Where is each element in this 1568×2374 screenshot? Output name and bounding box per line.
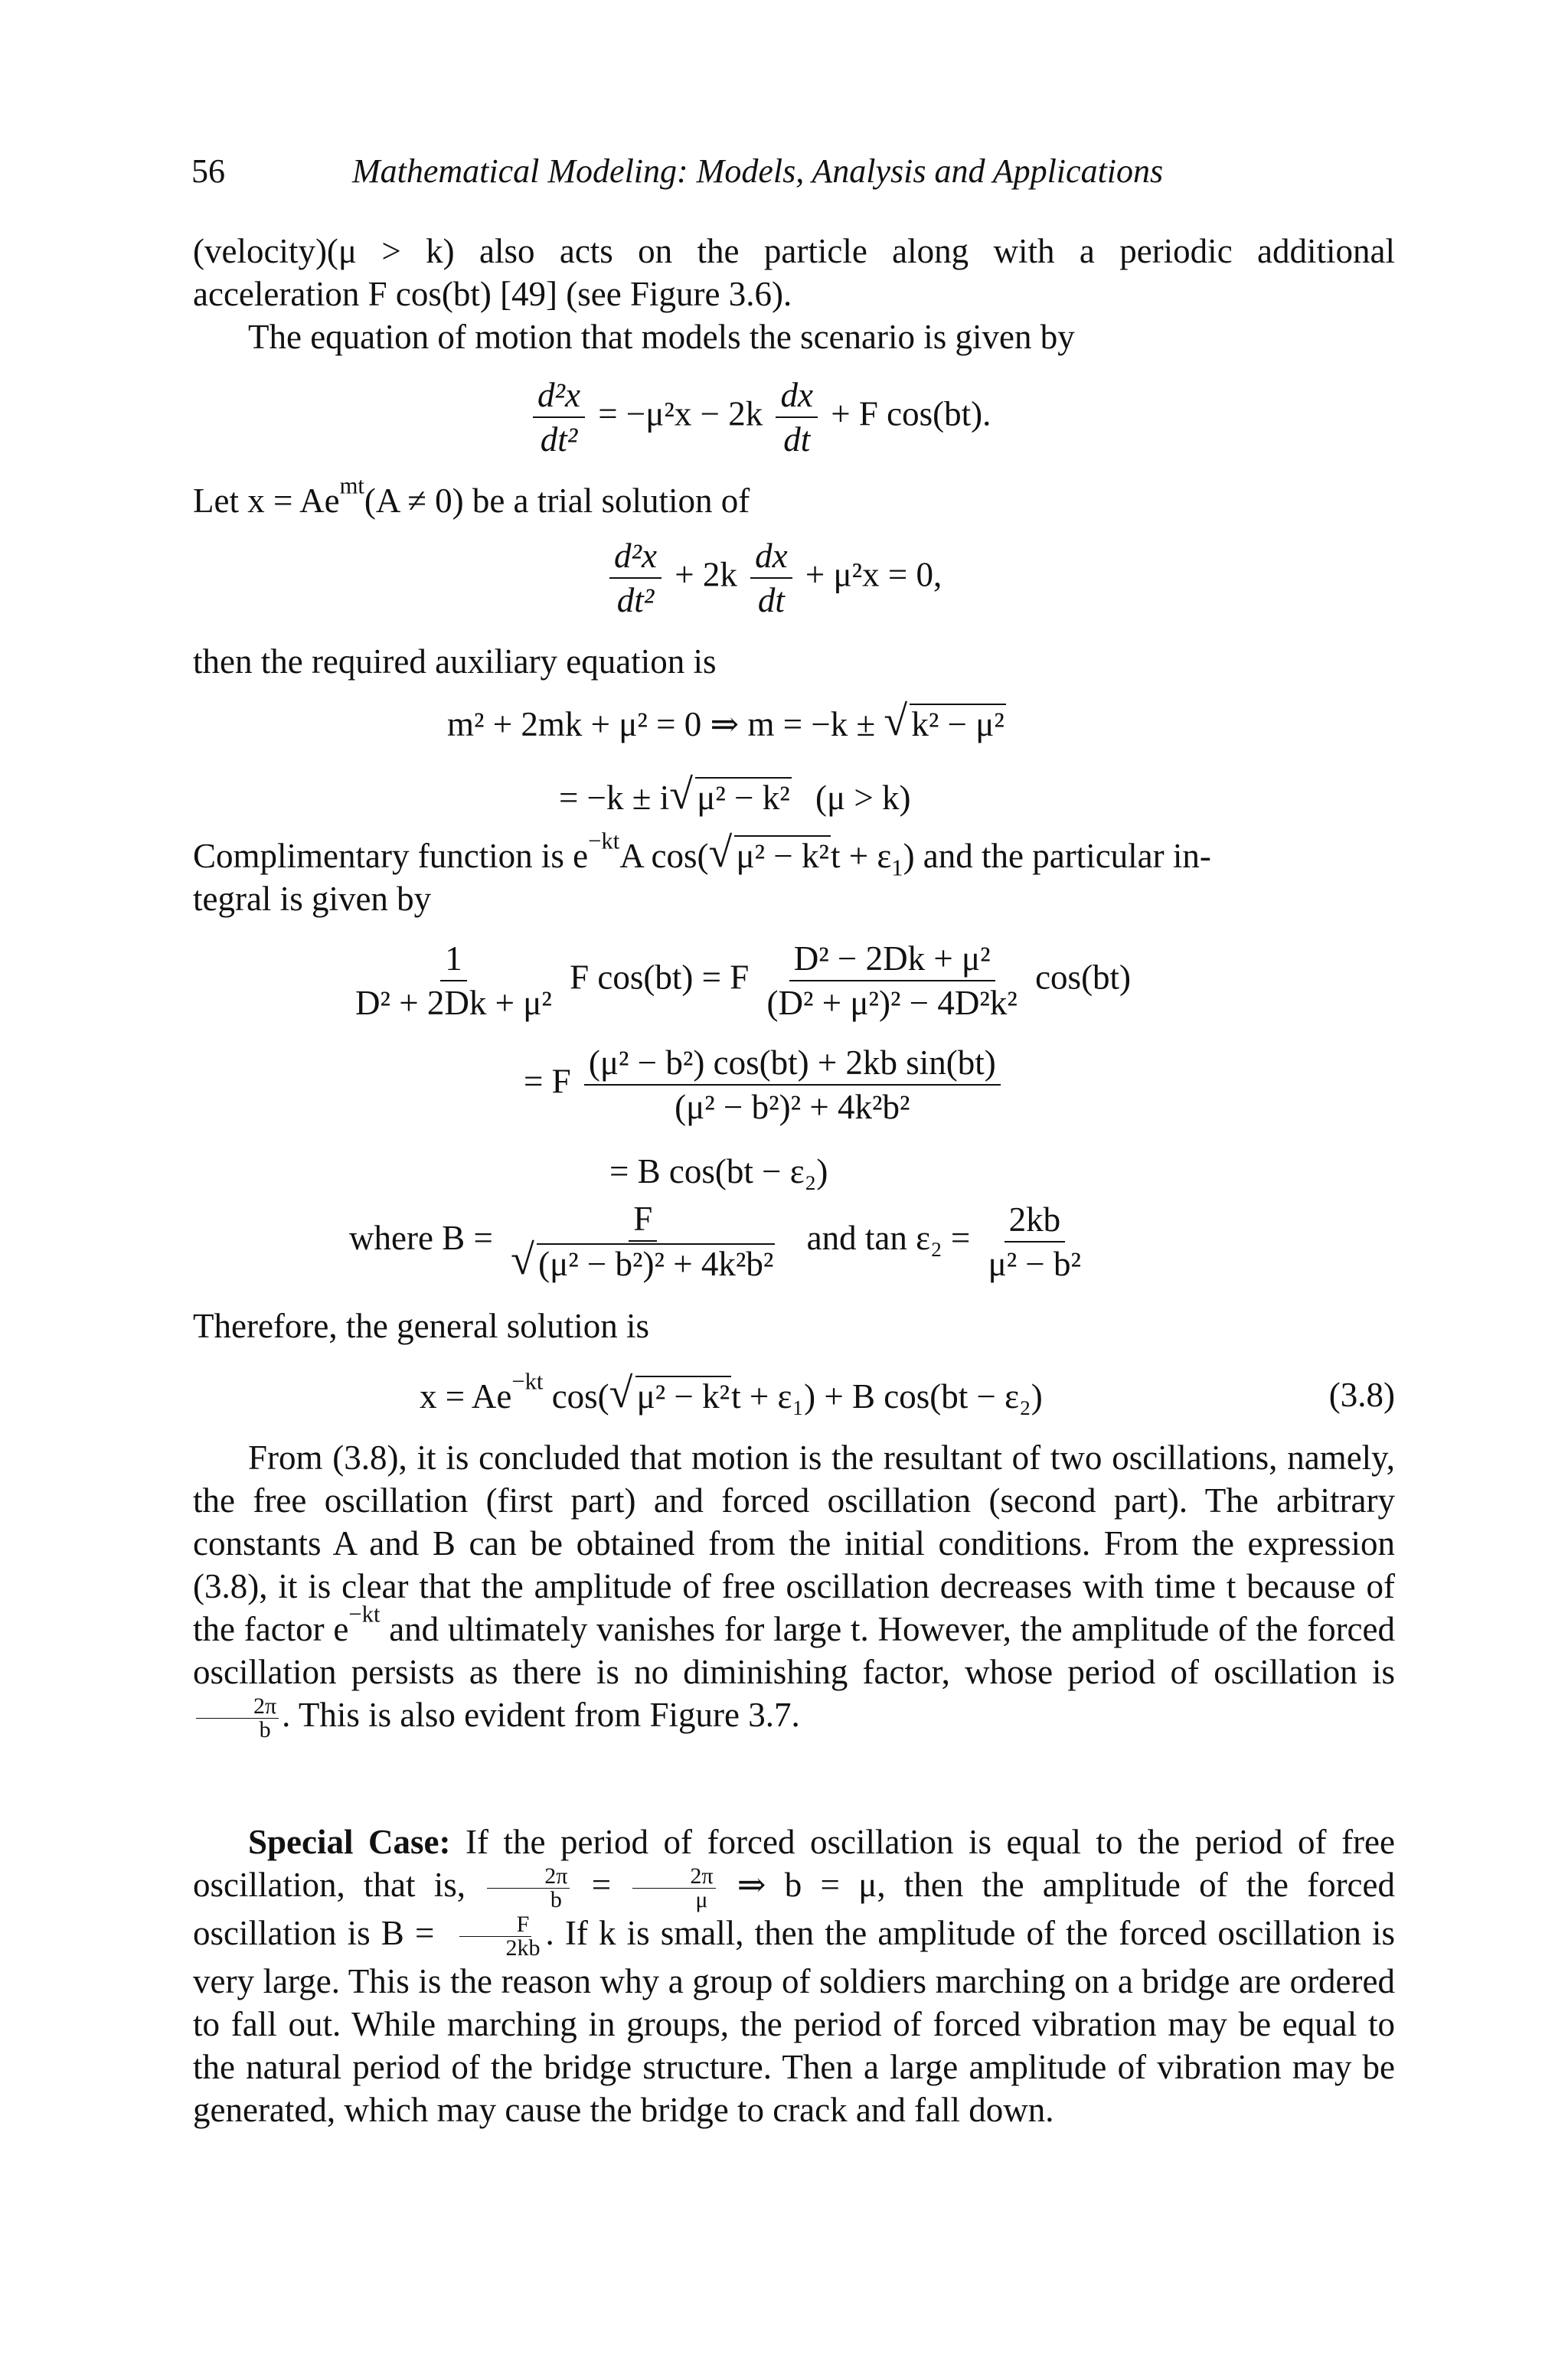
equation-number: (3.8) [1328, 1376, 1395, 1414]
paragraph-line: Let $x = Ae^{mt}(A \ne 0)$ be a trial solution of [193, 472, 750, 520]
square-root: √ (μ² − b²)² + 4k²b² [511, 1243, 775, 1284]
paragraph-discussion: From (3.8), it is concluded that motion is the resultant of two oscillations, namely, the free oscillation (first part) and forced oscillation (second part). The arbitrary constants A and B can be obtained from the initial conditions. From the expression (3.8), it is clear that the amplitude of free oscillation decreases with time t because of the factor $e^{-kt}$ and ultimately vanishes for large t. However, the amplitude of the forced oscillation persists as there is no diminishing factor, whose period of oscillation is $\frac{2\pi}{b}$ . This is also evident from Figure 3.7. [193, 1438, 1395, 1743]
equation-motion: $\frac{\text{d²x}}{\text{dt²}}$ = −μ²x − 2k $\frac{dx}{dt}$ + F cos(bt). [528, 375, 991, 459]
page-number: 56 [191, 152, 225, 190]
paragraph-line: then the required auxiliary equation is [193, 642, 717, 681]
equation-particular-expanded: = F $\frac{\text{(μ² − b²) cos(bt) + 2kb sin(bt)}}{\text{(μ² − b²)² + 4k²b²}}$ [524, 1043, 1005, 1127]
fraction: F √ (μ² − b²)² + 4k²b² [506, 1199, 779, 1284]
equation-roots: = −k ± i√ μ² − k² (μ > k) [559, 776, 910, 819]
paragraph-line: Complimentary function is $e^{-kt}A$ cos(√ $\mu^2 - k^2t + \varepsilon_1$) and the particular in- [193, 834, 1211, 877]
special-case-heading: Special Case: [248, 1823, 451, 1861]
fraction: $\frac{2\pi}{\mu}$ [632, 1865, 715, 1912]
running-header [191, 152, 1395, 198]
paragraph-line: acceleration F cos(bt) [49] (see Figure 3.6). [193, 275, 792, 313]
square-root: √ μ² − k² [669, 776, 792, 819]
equation-auxiliary: m² + 2mk + μ² = 0 ⇒ m = −k ± √ k² − μ² [447, 703, 1006, 746]
fraction: $\frac{2\pi}{b}$ [196, 1695, 279, 1742]
square-root: √ k² − μ² [884, 703, 1006, 746]
paragraph-line: The equation of motion that models the scenario is given by [248, 318, 1075, 356]
fraction: $\frac{dx}{dt}$ [750, 536, 792, 620]
fraction: $\frac{\text{(μ² − b²) cos(bt) + 2kb sin(bt)}}{\text{(μ² − b²)² + 4k²b²}}$ [584, 1043, 1001, 1127]
fraction: $\frac{\text{d²x}}{\text{dt²}}$ [533, 375, 585, 459]
square-root: √ μ² − k² [609, 1375, 732, 1418]
equation-general-solution: $x = Ae^{-kt}$ cos(√ μ² − k²t + ε₁) + B cos(bt − ε₂) [420, 1375, 1043, 1418]
equation-amplitude-form: = B cos(bt − ε₂) [609, 1152, 828, 1190]
paragraph-line: Therefore, the general solution is [193, 1307, 650, 1345]
equation-b-definition: where B = F √ (μ² − b²)² + 4k²b² and tan ε₂ = $\frac{2kb}{\text{μ² − b²}}$ [349, 1199, 1090, 1284]
fraction: $\frac{dx}{dt}$ [776, 375, 817, 459]
square-root: √ μ² − k² [708, 834, 831, 877]
fraction: $\frac{\text{D² − 2Dk + μ²}}{\text{(D² + μ²)² − 4D²k²}}$ [766, 939, 1018, 1022]
running-title: Mathematical Modeling: Models, Analysis and Applications [352, 152, 1164, 190]
fraction: $\frac{F}{2kb}$ [448, 1913, 542, 1960]
equation-homogeneous: $\frac{\text{d²x}}{\text{dt²}}$ + 2k $\frac{dx}{dt}$ + μ²x = 0, [605, 536, 942, 620]
paragraph-line: tegral is given by [193, 880, 432, 918]
fraction: $\frac{2\pi}{b}$ [487, 1865, 570, 1912]
fraction: $\frac{2kb}{\text{μ² − b²}}$ [988, 1200, 1082, 1283]
fraction: $\frac{1}{\text{D² + 2Dk + μ²}}$ [355, 939, 552, 1022]
equation-particular-integral: $\frac{1}{\text{D² + 2Dk + μ²}}$ F cos(bt) = F $\frac{\text{D² − 2Dk + μ²}}{\text{(D² + μ²)² − 4D²k²}}$ cos(bt) [346, 939, 1131, 1023]
paragraph-special-case: Special Case: If the period of forced oscillation is equal to the period of free oscillation, that is, $\frac{2\pi}{b}$ = $\frac{2\pi}{\mu}$ ⇒ b = μ, then the amplitude of the forced oscillation is B = $\frac{F}{2kb}$ . If k is small, then the amplitude of the forced oscillation is very large. This is the reason why a group of soldiers marching on a bridge are ordered to fall out. While marching in groups, the period of forced vibration may be equal to the natural period of the bridge structure. Then a large amplitude of vibration may be generated, which may cause the bridge to crack and fall down. [193, 1823, 1395, 2130]
fraction: $\frac{\text{d²x}}{\text{dt²}}$ [609, 536, 662, 620]
paragraph-line: (velocity)(μ > k) also acts on the particle along with a periodic additional [193, 232, 1395, 270]
